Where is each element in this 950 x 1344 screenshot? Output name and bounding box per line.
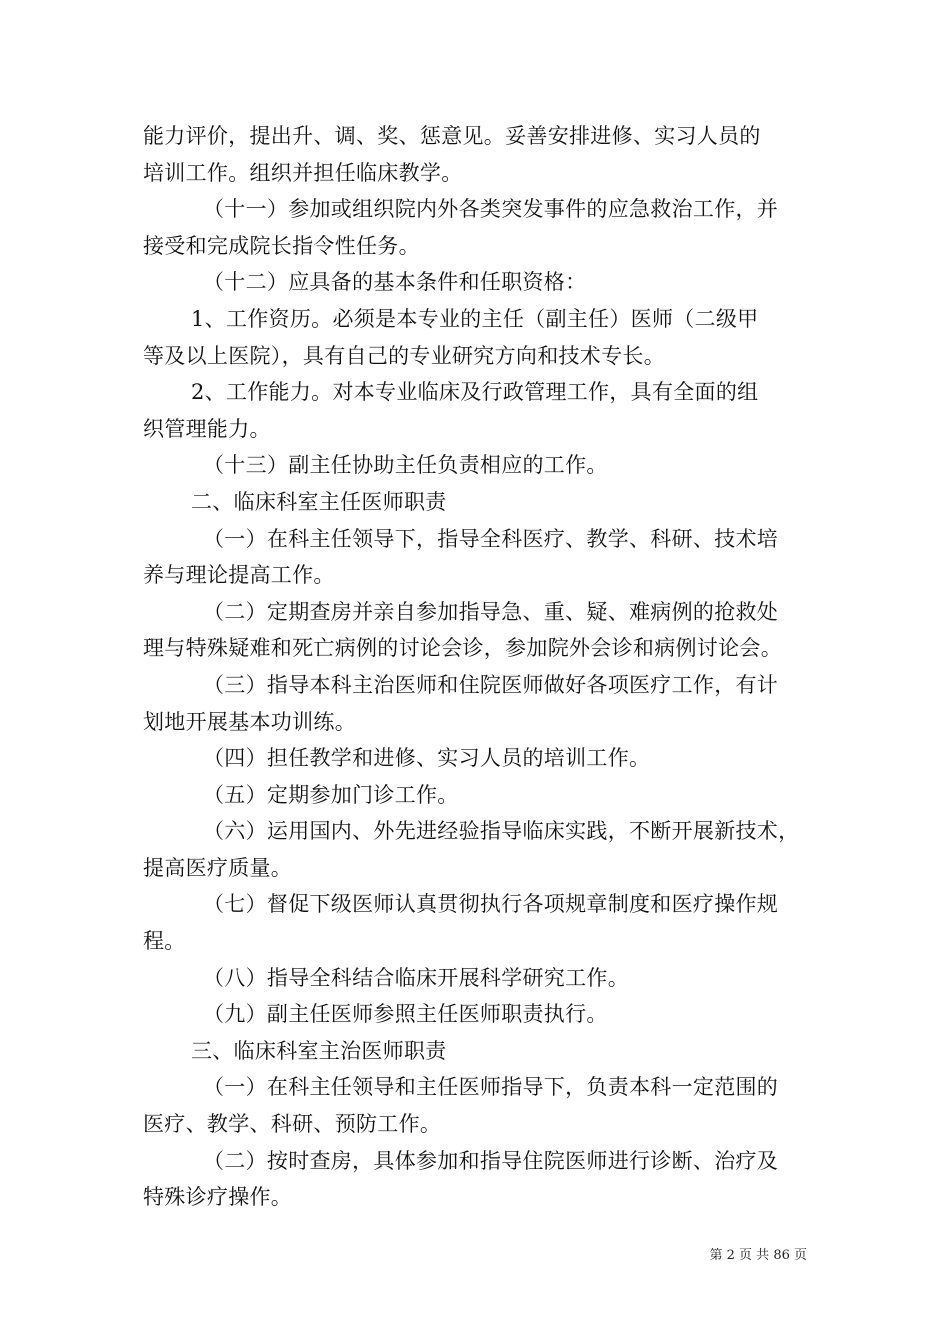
text-line: （七）督促下级医师认真贯彻执行各项规章制度和医疗操作规 [203,892,779,917]
text-line: 养与理论提高工作。 [143,563,335,588]
text-line: 能力评价，提出升、调、奖、惩意见。妥善安排进修、实习人员的 [143,124,761,148]
text-line: 理与特殊疑难和死亡病例的讨论会诊，参加院外会诊和病例讨论会。 [143,636,782,661]
text-line: 特殊诊疗操作。 [143,1185,293,1210]
text-line: （九）副主任医师参照主任医师职责执行。 [203,1002,608,1027]
text-line: 接受和完成院长指令性任务。 [143,233,420,258]
text-line: 程。 [143,929,186,954]
text-line: （三）指导本科主治医师和住院医师做好各项医疗工作，有计 [203,672,779,697]
text-line: （四）担任教学和进修、实习人员的培训工作。 [203,746,651,771]
text-line: 2、工作能力。对本专业临床及行政管理工作，具有全面的组 [191,380,759,405]
text-line: 织管理能力。 [143,416,271,441]
text-line: 等及以上医院），具有自己的专业研究方向和技术专长。 [143,343,665,368]
page-number: 第 2 页 共 86 页 [709,1248,807,1263]
text-line: 培训工作。组织并担任临床教学。 [143,160,463,185]
text-line: （八）指导全科结合临床开展科学研究工作。 [203,965,629,990]
text-line: 划地开展基本功训练。 [143,709,356,734]
section-heading: 三、临床科室主治医师职责 [191,1038,447,1063]
text-line: （五）定期参加门诊工作。 [203,782,459,807]
text-line: （六）运用国内、外先进经验指导临床实践，不断开展新技术， [203,819,800,844]
text-line: 提高医疗质量。 [143,855,293,880]
text-line: 1、工作资历。必须是本专业的主任（副主任）医师（二级甲 [191,306,759,331]
text-line: （一）在科主任领导和主任医师指导下，负责本科一定范围的 [203,1075,779,1100]
section-heading: 二、临床科室主任医师职责 [191,489,447,514]
text-line: （十一）参加或组织院内外各类突发事件的应急救治工作，并 [203,197,779,222]
document-body [143,118,813,1216]
text-line: （二）按时查房，具体参加和指导住院医师进行诊断、治疗及 [203,1148,779,1173]
text-line: （十二）应具备的基本条件和任职资格： [203,270,587,295]
text-line: （十三）副主任协助主任负责相应的工作。 [203,453,608,478]
text-line: （二）定期查房并亲自参加指导急、重、疑、难病例的抢救处 [203,599,779,624]
text-line: 医疗、教学、科研、预防工作。 [143,1112,442,1137]
text-line: （一）在科主任领导下，指导全科医疗、教学、科研、技术培 [203,526,779,551]
